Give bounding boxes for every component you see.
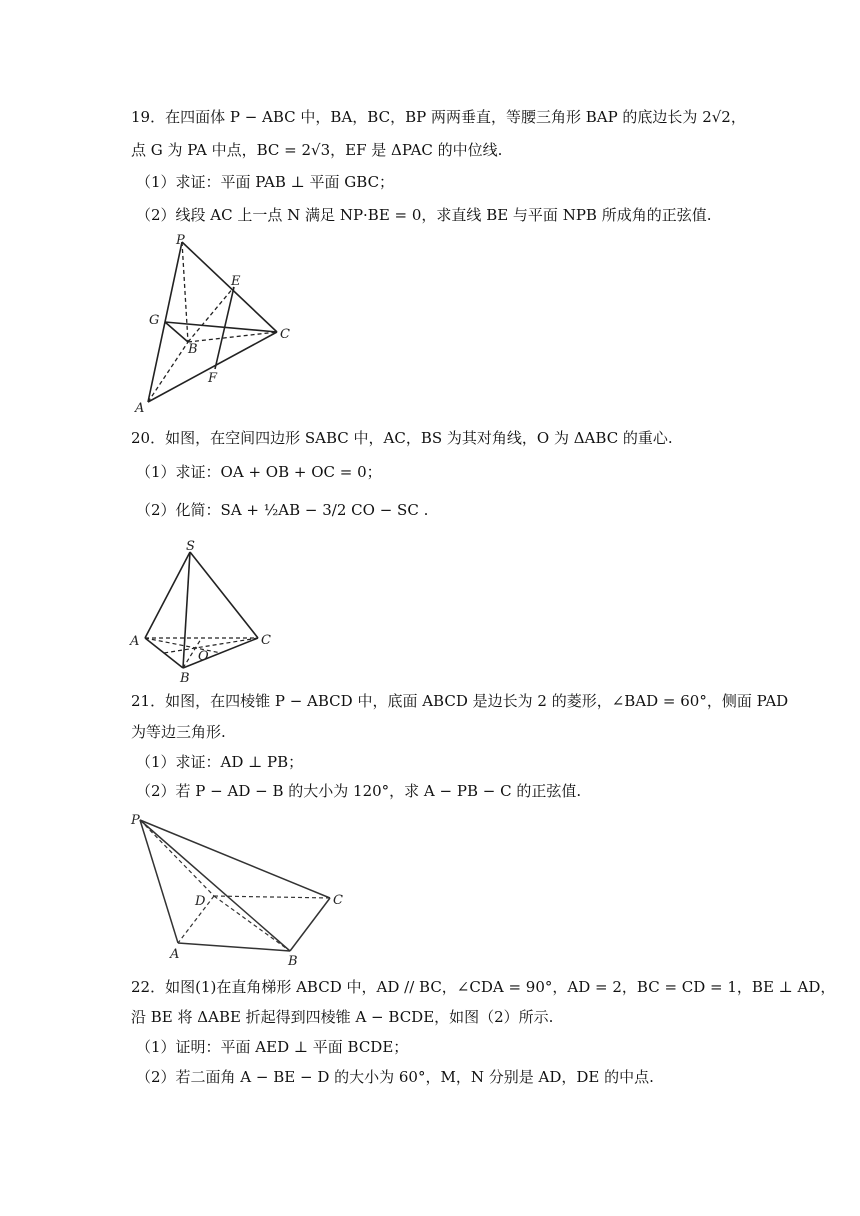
label-C: C bbox=[333, 893, 343, 908]
problem-19-line-1: 19．在四面体 P − ABC 中，BA，BC，BP 两两垂直，等腰三角形 BAP 的底边长为 2√2， bbox=[131, 108, 746, 126]
problem-20-figure bbox=[128, 540, 278, 686]
label-C: C bbox=[280, 327, 290, 342]
problem-22-line-1: 22．如图(1)在直角梯形 ABCD 中，AD // BC，∠CDA = 90°，AD = 2，BC = CD = 1，BE ⊥ AD， bbox=[131, 978, 836, 996]
label-S: S bbox=[186, 540, 195, 554]
problem-19-part-1: （1）求证：平面 PAB ⊥ 平面 GBC； bbox=[136, 173, 395, 191]
problem-19-line-2: 点 G 为 PA 中点，BC = 2√3，EF 是 ΔPAC 的中位线. bbox=[131, 141, 503, 159]
problem-21-part-2: （2）若 P − AD − B 的大小为 120°，求 A − PB − C 的正弦值. bbox=[136, 782, 582, 800]
label-B: B bbox=[180, 671, 190, 686]
label-B: B bbox=[288, 954, 298, 968]
problem-20-part-1: （1）求证：OA + OB + OC = 0； bbox=[136, 463, 382, 481]
label-A: A bbox=[130, 634, 140, 649]
problem-21-figure bbox=[128, 808, 358, 968]
problem-22-part-1: （1）证明：平面 AED ⊥ 平面 BCDE； bbox=[136, 1038, 409, 1056]
label-C: C bbox=[261, 633, 271, 648]
problem-21-part-1: （1）求证：AD ⊥ PB； bbox=[136, 753, 304, 771]
problem-20-line-1: 20．如图，在空间四边形 SABC 中，AC，BS 为其对角线，O 为 ΔABC 的重心. bbox=[131, 429, 673, 447]
label-F: F bbox=[208, 371, 218, 386]
problem-21-line-2: 为等边三角形. bbox=[131, 723, 226, 741]
problem-21-line-1: 21．如图，在四棱锥 P − ABCD 中，底面 ABCD 是边长为 2 的菱形，∠BAD = 60°，侧面 PAD bbox=[131, 692, 789, 710]
label-D: D bbox=[195, 894, 206, 909]
label-P: P bbox=[176, 233, 185, 248]
label-E: E bbox=[231, 274, 241, 289]
label-O: O bbox=[198, 649, 209, 664]
problem-20-part-2: （2）化简：SA + ½AB − 3/2 CO − SC . bbox=[136, 501, 429, 519]
label-P: P bbox=[131, 813, 140, 828]
problem-22-line-2: 沿 BE 将 ΔABE 折起得到四棱锥 A − BCDE，如图（2）所示. bbox=[131, 1008, 554, 1026]
problem-19-figure bbox=[130, 232, 300, 417]
label-A: A bbox=[135, 401, 145, 416]
label-B: B bbox=[188, 342, 198, 357]
problem-19-part-2: （2）线段 AC 上一点 N 满足 NP·BE = 0，求直线 BE 与平面 NPB 所成角的正弦值. bbox=[136, 206, 712, 224]
label-A: A bbox=[170, 947, 180, 962]
problem-22-part-2: （2）若二面角 A − BE − D 的大小为 60°，M，N 分别是 AD，DE 的中点. bbox=[136, 1068, 654, 1086]
label-G: G bbox=[149, 313, 160, 328]
